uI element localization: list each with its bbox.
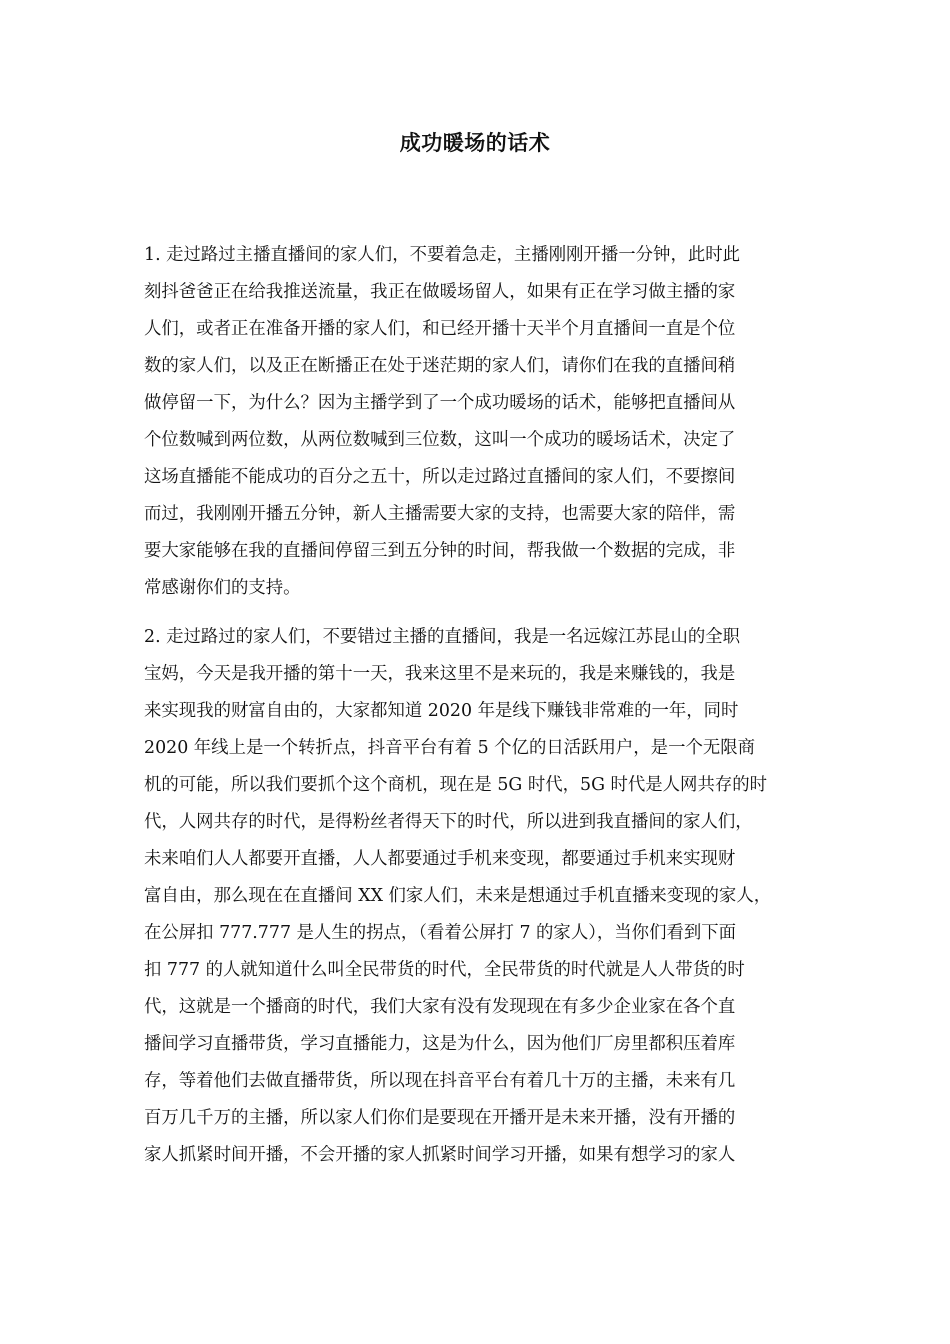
text-line: 播间学习直播带货，学习直播能力，这是为什么，因为他们厂房里都积压着库 xyxy=(144,1034,736,1054)
text-line: 百万几千万的主播，所以家人们你们是要现在开播开是未来开播，没有开播的 xyxy=(144,1108,736,1128)
text-line: 代，这就是一个播商的时代，我们大家有没有发现现在有多少企业家在各个直 xyxy=(144,997,736,1017)
paragraph-2 xyxy=(144,619,826,1174)
text-line: 2020 年线上是一个转折点，抖音平台有着 5 个亿的日活跃用户，是一个无限商 xyxy=(144,738,756,758)
text-line: 做停留一下，为什么？因为主播学到了一个成功暖场的话术，能够把直播间从 xyxy=(144,393,736,413)
text-line: 2. 走过路过的家人们，不要错过主播的直播间，我是一名远嫁江苏昆山的全职 xyxy=(144,627,741,647)
text-line: 来实现我的财富自由的，大家都知道 2020 年是线下赚钱非常难的一年，同时 xyxy=(144,701,739,721)
text-line: 未来咱们人人都要开直播，人人都要通过手机来变现，都要通过手机来实现财 xyxy=(144,849,736,869)
text-line: 家人抓紧时间开播，不会开播的家人抓紧时间学习开播，如果有想学习的家人 xyxy=(144,1145,736,1165)
text-line: 机的可能，所以我们要抓个这个商机，现在是 5G 时代，5G 时代是人网共存的时 xyxy=(144,775,768,795)
text-line: 刻抖爸爸正在给我推送流量，我正在做暖场留人，如果有正在学习做主播的家 xyxy=(144,282,736,302)
text-line: 个位数喊到两位数，从两位数喊到三位数，这叫一个成功的暖场话术，决定了 xyxy=(144,430,736,450)
text-line: 存，等着他们去做直播带货，所以现在抖音平台有着几十万的主播，未来有几 xyxy=(144,1071,736,1091)
text-line: 人们，或者正在准备开播的家人们，和已经开播十天半个月直播间一直是个位 xyxy=(144,319,736,339)
text-line: 富自由，那么现在在直播间 XX 们家人们，未来是想通过手机直播来变现的家人， xyxy=(144,886,772,906)
document-title: 成功暖场的话术 xyxy=(399,131,551,155)
text-line: 常感谢你们的支持。 xyxy=(144,578,301,598)
text-line: 扣 777 的人就知道什么叫全民带货的时代，全民带货的时代就是人人带货的时 xyxy=(144,960,745,980)
text-line: 要大家能够在我的直播间停留三到五分钟的时间，帮我做一个数据的完成，非 xyxy=(144,541,736,561)
paragraph-1 xyxy=(144,237,826,607)
text-line: 这场直播能不能成功的百分之五十，所以走过路过直播间的家人们，不要擦间 xyxy=(144,467,736,487)
text-line: 代，人网共存的时代，是得粉丝者得天下的时代，所以进到我直播间的家人们， xyxy=(144,812,753,832)
text-line: 在公屏扣 777.777 是人生的拐点，（看着公屏打 7 的家人），当你们看到下面 xyxy=(144,923,737,943)
text-line: 宝妈，今天是我开播的第十一天，我来这里不是来玩的，我是来赚钱的，我是 xyxy=(144,664,736,684)
text-line: 而过，我刚刚开播五分钟，新人主播需要大家的支持，也需要大家的陪伴，需 xyxy=(144,504,736,524)
text-line: 1. 走过路过主播直播间的家人们，不要着急走，主播刚刚开播一分钟，此时此 xyxy=(144,245,741,265)
text-line: 数的家人们，以及正在断播正在处于迷茫期的家人们，请你们在我的直播间稍 xyxy=(144,356,736,376)
